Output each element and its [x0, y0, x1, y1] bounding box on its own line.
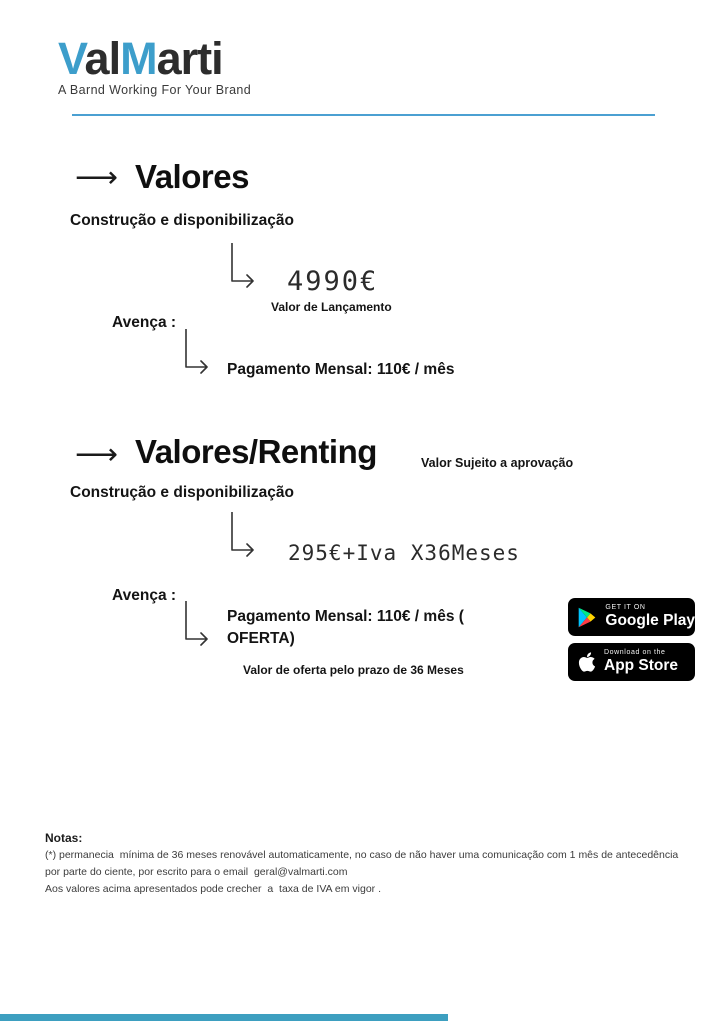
section1-monthly-payment: Pagamento Mensal: 110€ / mês — [227, 361, 455, 378]
section2-subtitle: Construção e disponibilização — [70, 484, 294, 501]
section1-price: 4990€ — [287, 266, 379, 297]
google-play-label: Google Play — [605, 612, 695, 630]
section1-subtitle: Construção e disponibilização — [70, 212, 294, 229]
section2-arrow-icon: ⟶ — [75, 438, 119, 471]
section2-offer-caption: Valor de oferta pelo prazo de 36 Meses — [243, 663, 464, 677]
section2-title: Valores/Renting — [135, 433, 377, 470]
notes-paragraph-2: Aos valores acima apresentados pode crecher a taxa de IVA em vigor . — [45, 883, 381, 895]
google-play-kicker: GET IT ON — [605, 603, 646, 611]
footer-accent-bar — [0, 1014, 448, 1021]
section2-title-note: Valor Sujeito a aprovação — [421, 456, 574, 470]
app-store-kicker: Download on the — [604, 648, 666, 656]
google-play-badge[interactable] — [568, 598, 695, 636]
brand-letter-al: al — [84, 33, 121, 84]
section2-avenca-label: Avença : — [112, 587, 177, 604]
section1-arrow-icon: ⟶ — [75, 161, 119, 194]
elbow-arrow-icon — [230, 243, 260, 289]
notes-paragraph-1: (*) permanecia mínima de 36 meses renovável automaticamente, no caso de não haver uma comunicação com 1 mês de antecedência por parte do ciente, por escrito para o email geral@valmarti.com — [45, 849, 682, 879]
elbow-arrow-icon — [184, 329, 214, 375]
brand-name — [58, 33, 251, 84]
section2-monthly-payment: Pagamento Mensal: 110€ / mês ( OFERTA) — [227, 608, 464, 648]
brand-tagline: A Barnd Working For Your Brand — [58, 83, 252, 97]
elbow-arrow-icon — [184, 601, 214, 647]
brand-letter-m: M — [120, 33, 157, 84]
brand-logo — [58, 33, 252, 97]
brand-letter-arti: arti — [156, 33, 223, 84]
app-store-badge[interactable] — [568, 643, 695, 681]
brand-letter-v: V — [58, 33, 85, 84]
app-store-label: App Store — [604, 657, 679, 675]
section1-title: Valores — [135, 158, 249, 195]
google-play-icon — [578, 606, 597, 629]
header-divider-line — [72, 114, 655, 116]
section2-price: 295€+Iva X36Meses — [288, 541, 520, 565]
section1-price-caption: Valor de Lançamento — [271, 300, 392, 314]
elbow-arrow-icon — [230, 512, 260, 558]
apple-icon — [578, 651, 596, 673]
notes-title: Notas: — [45, 831, 83, 845]
section1-avenca-label: Avença : — [112, 314, 177, 331]
